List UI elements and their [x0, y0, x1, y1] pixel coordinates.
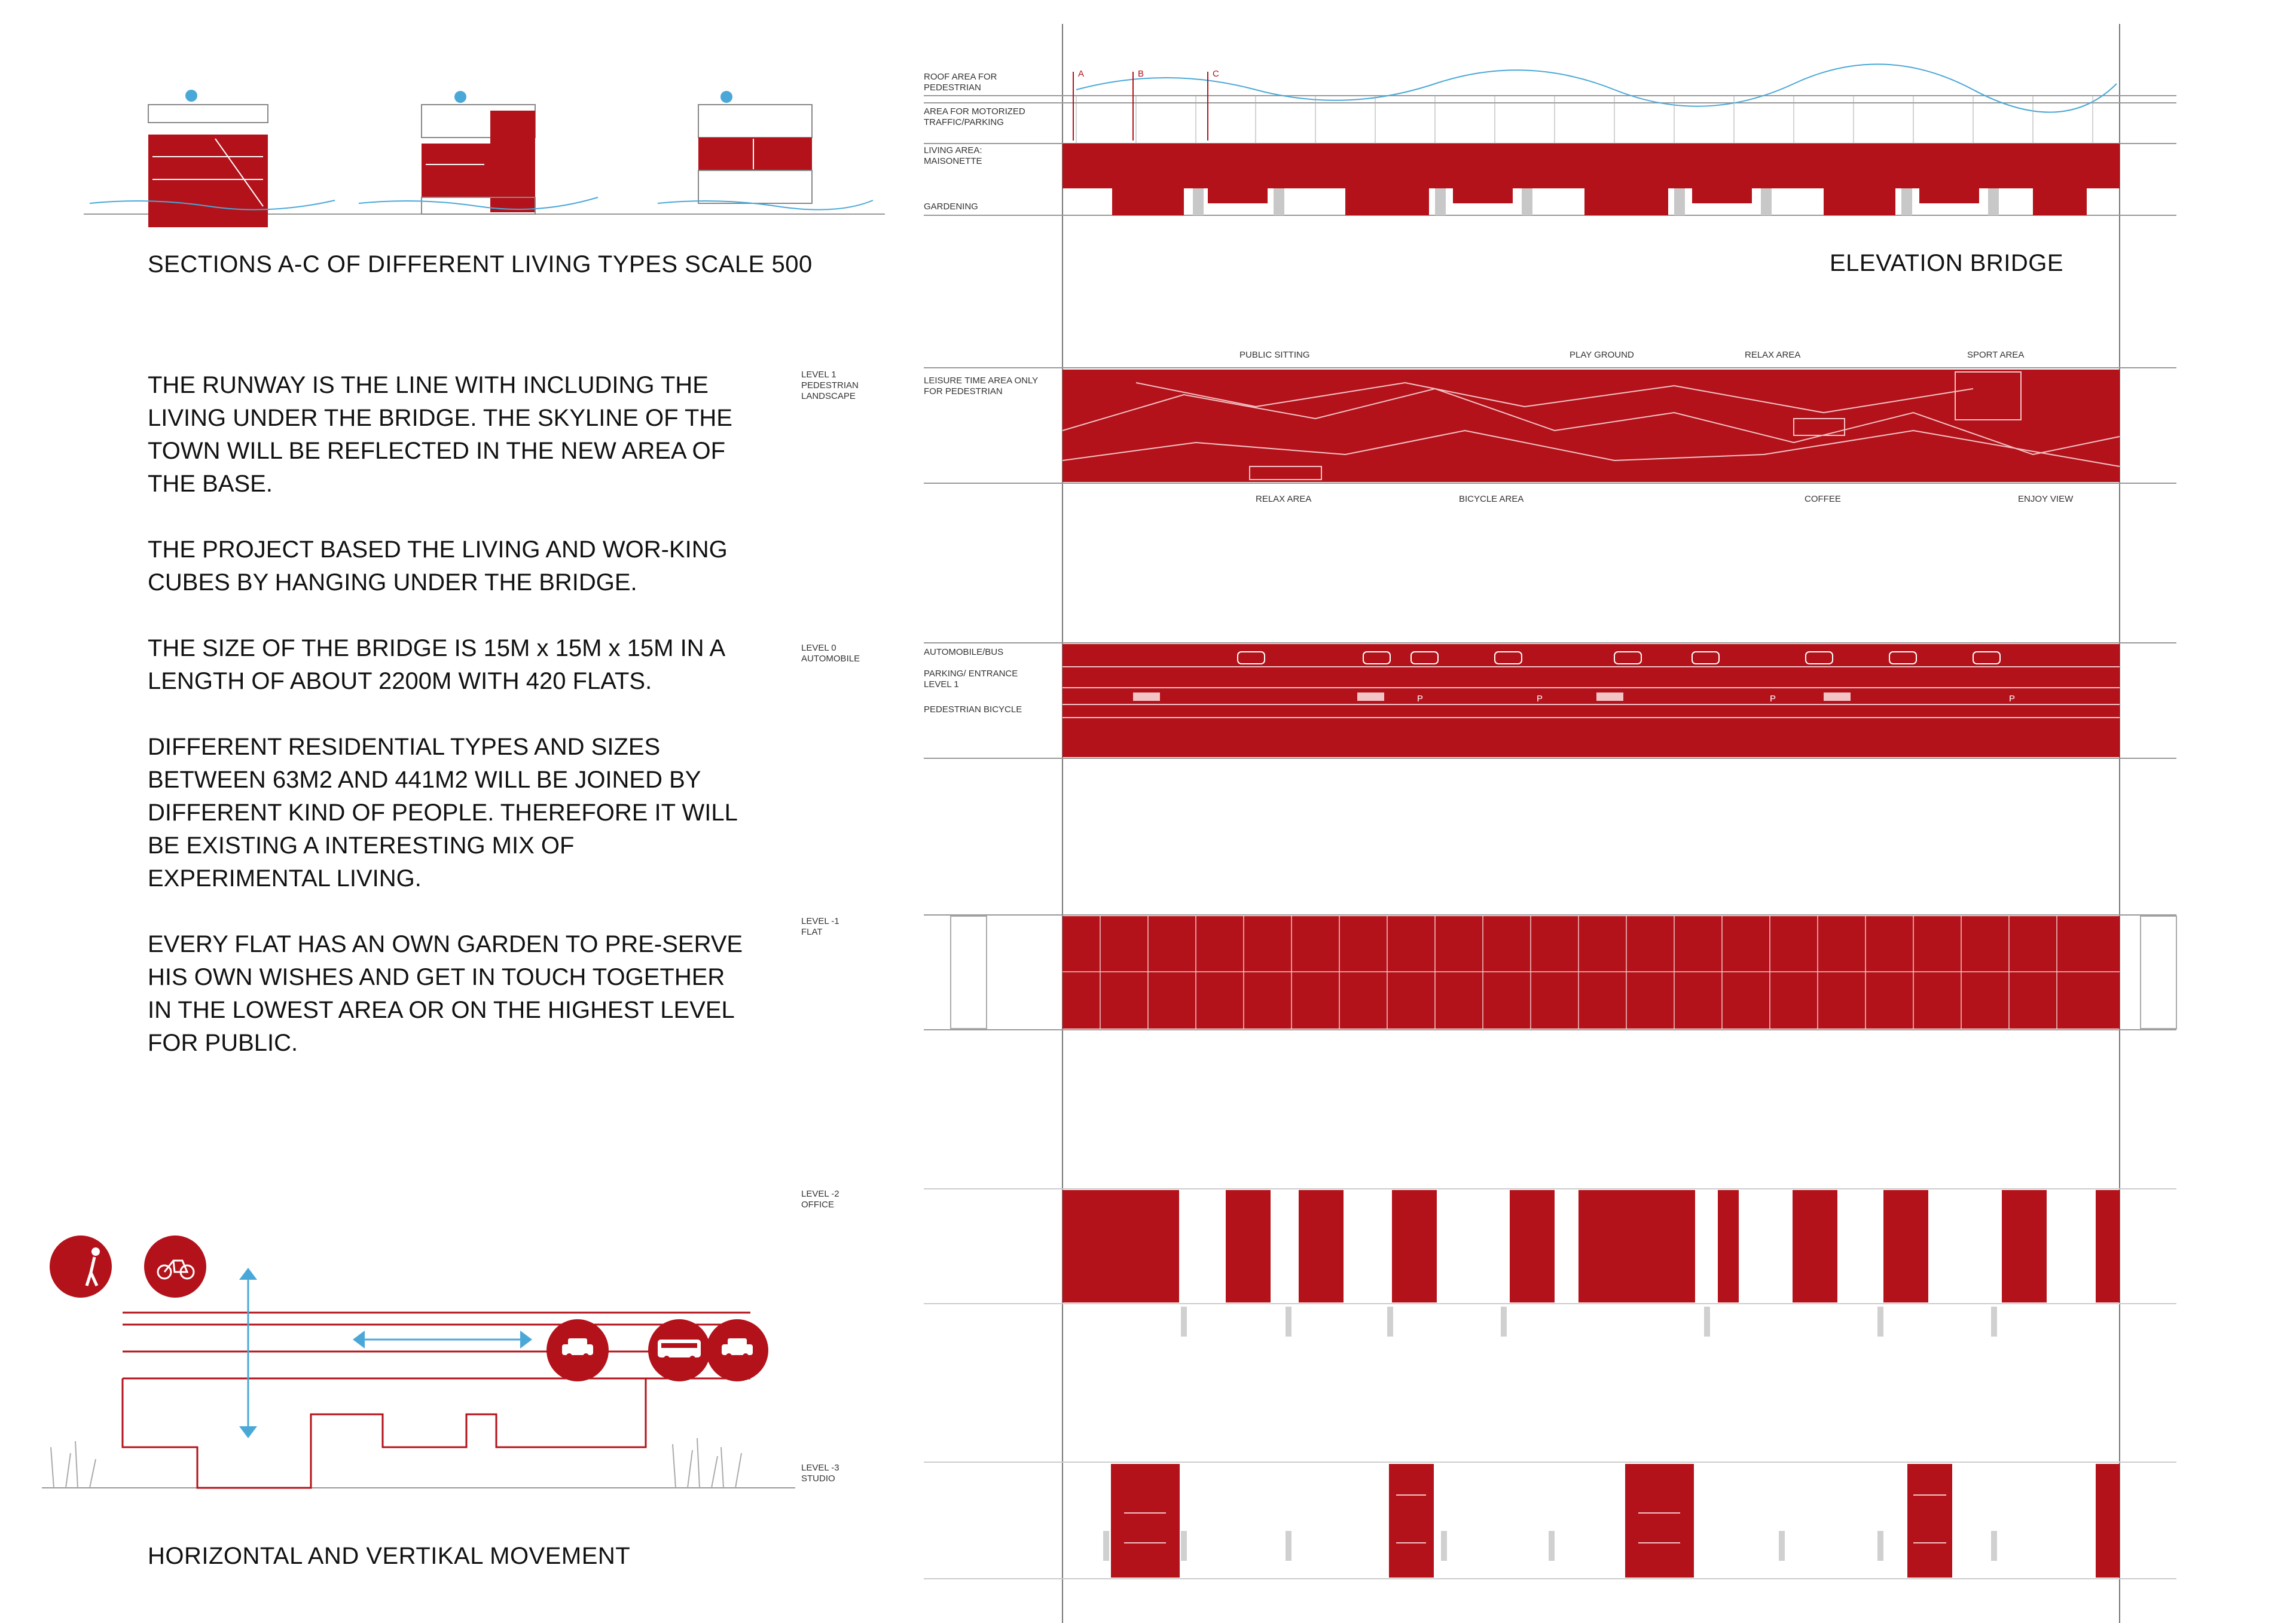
level-1-side-label: LEISURE TIME AREA ONLY FOR PEDESTRIAN: [924, 376, 1038, 396]
level-minus-2-plan: [924, 1189, 2176, 1337]
elev-label-living: LIVING AREA: MAISONETTE: [924, 145, 982, 166]
section-mark-a: A: [1078, 69, 1085, 79]
level-minus-3-name: LEVEL -3 STUDIO: [801, 1463, 839, 1484]
l0-parking-mark: P: [1417, 694, 1424, 704]
l0-parking-mark-4: P: [2009, 694, 2016, 704]
level-minus-1-plan: [924, 915, 2176, 1030]
l1-public-sitting: PUBLIC SITTING: [1239, 350, 1310, 360]
paragraph-runway: THE RUNWAY IS THE LINE WITH INCLUDING THE LIVING UNDER THE BRIDGE. THE SKYLINE OF THE TOWN WILL BE REFLECTED IN THE NEW AREA OF THE BASE.: [148, 372, 732, 497]
paragraph-cubes: THE PROJECT BASED THE LIVING AND WOR-KING CUBES BY HANGING UNDER THE BRIDGE.: [148, 536, 728, 596]
paragraph-types: DIFFERENT RESIDENTIAL TYPES AND SIZES BETWEEN 63M2 AND 441M2 WILL BE JOINED BY DIFFERENT KIND OF PEOPLE. THEREFORE IT WILL BE EXISTING A INTERESTING MIX OF EXPERIMENTAL LIVING.: [148, 734, 737, 892]
sections-title: SECTIONS A-C OF DIFFERENT LIVING TYPES SCALE 500: [148, 251, 813, 277]
level-0-plan: [924, 643, 2176, 758]
l1-play-ground: PLAY GROUND: [1570, 350, 1634, 360]
l1-relax-area-bottom: RELAX AREA: [1256, 494, 1312, 504]
l0-parking-mark-3: P: [1770, 694, 1776, 704]
elev-label-gardening: GARDENING: [924, 202, 978, 212]
level-minus-3-plan: [924, 1462, 2176, 1579]
l1-relax-area-top: RELAX AREA: [1745, 350, 1801, 360]
l0-parking-mark-2: P: [1537, 694, 1543, 704]
elevation-bridge: [924, 64, 2176, 215]
elevation-title: ELEVATION BRIDGE: [1830, 250, 2064, 276]
l1-coffee: COFFEE: [1805, 494, 1841, 504]
level-1-plan: [924, 368, 2176, 483]
l1-enjoy-view: ENJOY VIEW: [2018, 494, 2074, 504]
level-minus-1-name: LEVEL -1 FLAT: [801, 916, 839, 937]
l1-bicycle-area: BICYCLE AREA: [1459, 494, 1524, 504]
elev-label-traffic: AREA FOR MOTORIZED TRAFFIC/PARKING: [924, 106, 1025, 127]
level-minus-2-name: LEVEL -2 OFFICE: [801, 1189, 839, 1210]
l0-parking-entrance: PARKING/ ENTRANCE LEVEL 1: [924, 669, 1018, 690]
elev-label-roof: ROOF AREA FOR PEDESTRIAN: [924, 72, 997, 93]
section-mark-b: B: [1138, 69, 1144, 79]
l0-automobile-bus: AUTOMOBILE/BUS: [924, 647, 1004, 657]
movement-title: HORIZONTAL AND VERTIKAL MOVEMENT: [148, 1543, 631, 1569]
level-0-name: LEVEL 0 AUTOMOBILE: [801, 643, 860, 664]
level-1-name: LEVEL 1 PEDESTRIAN LANDSCAPE: [801, 370, 859, 401]
paragraph-size: THE SIZE OF THE BRIDGE IS 15M x 15M x 15M IN A LENGTH OF ABOUT 2200M WITH 420 FLATS.: [148, 635, 724, 694]
paragraph-garden: EVERY FLAT HAS AN OWN GARDEN TO PRE-SERVE HIS OWN WISHES AND GET IN TOUCH TOGETHER IN THE LOWEST AREA OR ON THE HIGHEST LEVEL FOR PUBLIC.: [148, 931, 743, 1056]
l1-sport-area: SPORT AREA: [1967, 350, 2025, 360]
section-mark-c: C: [1213, 69, 1219, 79]
l0-pedestrian-bicycle: PEDESTRIAN BICYCLE: [924, 704, 1022, 715]
